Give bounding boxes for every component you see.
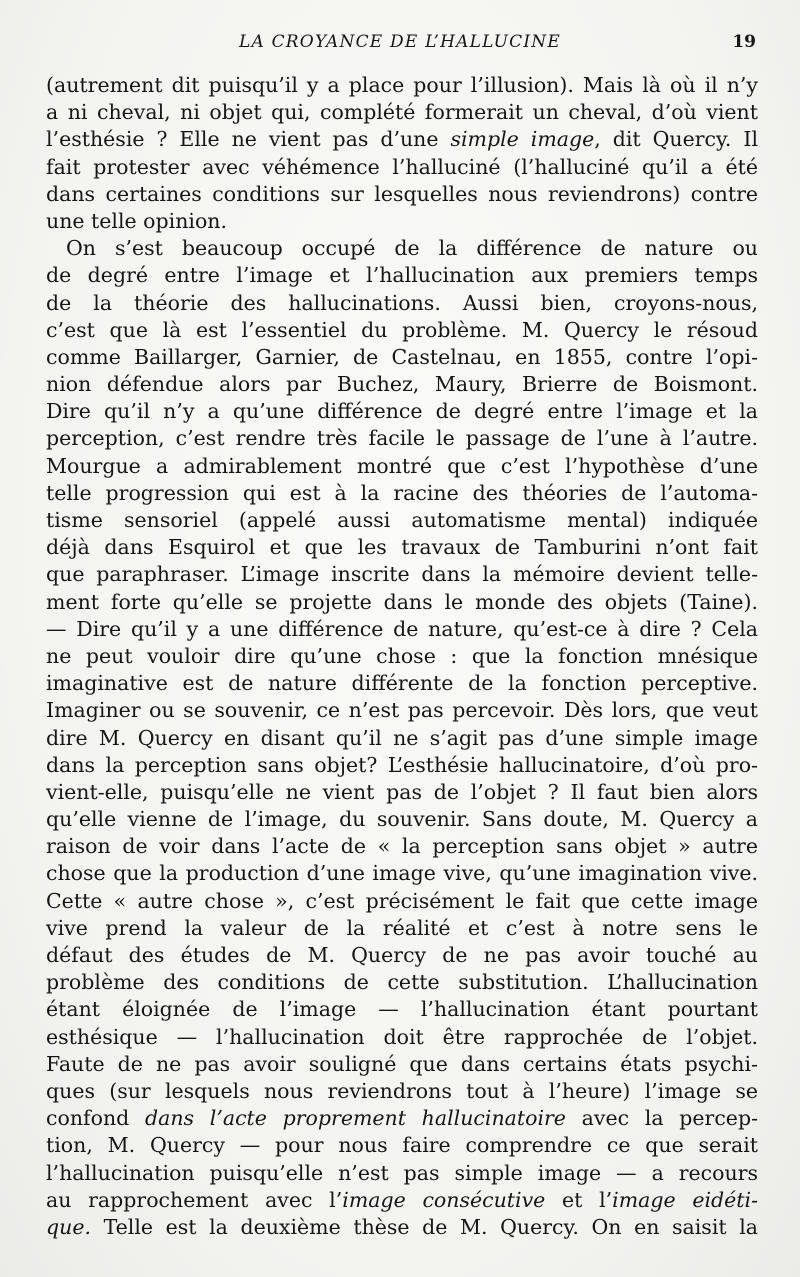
text-line: comme Baillarger, Garnier, de Castelnau, en 1855, contre l’opi- — [46, 344, 758, 369]
text-line: — Dire qu’il y a une différence de nature, qu’est-ce à dire ? Cela — [46, 616, 758, 641]
text-line: dire M. Quercy en disant qu’il ne s’agit pas d’une simple image — [46, 725, 758, 750]
text-line: Imaginer ou se souvenir, ce n’est pas percevoir. Dès lors, que veut — [46, 698, 758, 723]
text-line: Mourgue a admirablement montré que c’est l’hypothèse d’une — [46, 453, 758, 478]
text-line: Dire qu’il n’y a qu’une différence de degré entre l’image et la — [46, 399, 758, 424]
text-line: l’esthésie ? Elle ne vient pas d’une simple image, dit Quercy. Il — [46, 127, 758, 152]
text-line: que paraphraser. L’image inscrite dans la mémoire devient telle- — [46, 562, 758, 587]
body-text — [46, 72, 758, 1241]
text-line: que. Telle est la deuxième thèse de M. Quercy. On en saisit la — [46, 1214, 758, 1239]
text-line: imaginative est de nature différente de la fonction perceptive. — [46, 671, 758, 696]
running-header — [0, 28, 800, 58]
text-line: dans la perception sans objet? L’esthésie hallucinatoire, d’où pro- — [46, 752, 758, 777]
text-line: raison de voir dans l’acte de « la perception sans objet » autre — [46, 834, 758, 859]
running-title: LA CROYANCE DE L’HALLUCINE — [239, 32, 561, 52]
text-line: dans certaines conditions sur lesquelles nous reviendrons) contre — [46, 181, 758, 206]
text-line: défaut des études de M. Quercy de ne pas avoir touché au — [46, 943, 758, 967]
text-line: vient-elle, puisqu’elle ne vient pas de l’objet ? Il faut bien alors — [46, 779, 758, 804]
text-line: telle progression qui est à la racine des théories de l’automa- — [46, 480, 758, 505]
text-line: qu’elle vienne de l’image, du souvenir. Sans doute, M. Quercy a — [46, 807, 758, 832]
text-line: ques (sur lesquels nous reviendrons tout à l’heure) l’image se — [46, 1078, 758, 1103]
text-line: Cette « autre chose », c’est précisément le fait que cette image — [46, 888, 758, 913]
text-line: perception, c’est rendre très facile le passage de l’une à l’autre. — [46, 426, 758, 451]
text-line: problème des conditions de cette substitution. L’hallucination — [46, 970, 758, 995]
text-line: ment forte qu’elle se projette dans le monde des objets (Taine). — [46, 589, 758, 614]
text-line: tisme sensoriel (appelé aussi automatisme mental) indiquée — [46, 508, 758, 532]
text-line: vive prend la valeur de la réalité et c’est à notre sens le — [46, 915, 758, 940]
text-line: Faute de ne pas avoir souligné que dans certains états psychi- — [46, 1051, 758, 1076]
page-number: 19 — [732, 32, 756, 52]
text-line: chose que la production d’une image vive, qu’une imagination vive. — [46, 861, 758, 886]
text-line: l’hallucination puisqu’elle n’est pas simple image — a recours — [46, 1160, 758, 1185]
text-line: c’est que là est l’essentiel du problème. M. Quercy le résoud — [46, 317, 758, 342]
text-line: (autrement dit puisqu’il y a place pour l’illusion). Mais là où il n’y — [46, 73, 758, 97]
text-line: déjà dans Esquirol et que les travaux de Tamburini n’ont fait — [46, 535, 758, 560]
text-line: confond dans l’acte proprement hallucinatoire avec la percep- — [46, 1106, 758, 1131]
text-line: a ni cheval, ni objet qui, complété formerait un cheval, d’où vient — [46, 100, 758, 125]
text-line: ne peut vouloir dire qu’une chose : que la fonction mnésique — [46, 643, 758, 668]
text-line: On s’est beaucoup occupé de la différence de nature ou — [66, 236, 758, 261]
text-line: esthésique — l’hallucination doit être rapprochée de l’objet. — [46, 1024, 758, 1049]
text-line: fait protester avec véhémence l’halluciné (l’halluciné qu’il a été — [46, 154, 758, 179]
text-line: une telle opinion. — [46, 208, 228, 233]
text-line: de la théorie des hallucinations. Aussi bien, croyons-nous, — [46, 290, 758, 315]
text-line: étant éloignée de l’image — l’hallucination étant pourtant — [46, 997, 758, 1022]
text-line: nion défendue alors par Buchez, Maury, Brierre de Boismont. — [46, 372, 758, 397]
text-line: au rapprochement avec l’image consécutive et l’image eidéti- — [46, 1187, 759, 1212]
text-line: tion, M. Quercy — pour nous faire comprendre ce que serait — [46, 1133, 758, 1158]
text-line: de degré entre l’image et l’hallucination aux premiers temps — [46, 263, 758, 288]
